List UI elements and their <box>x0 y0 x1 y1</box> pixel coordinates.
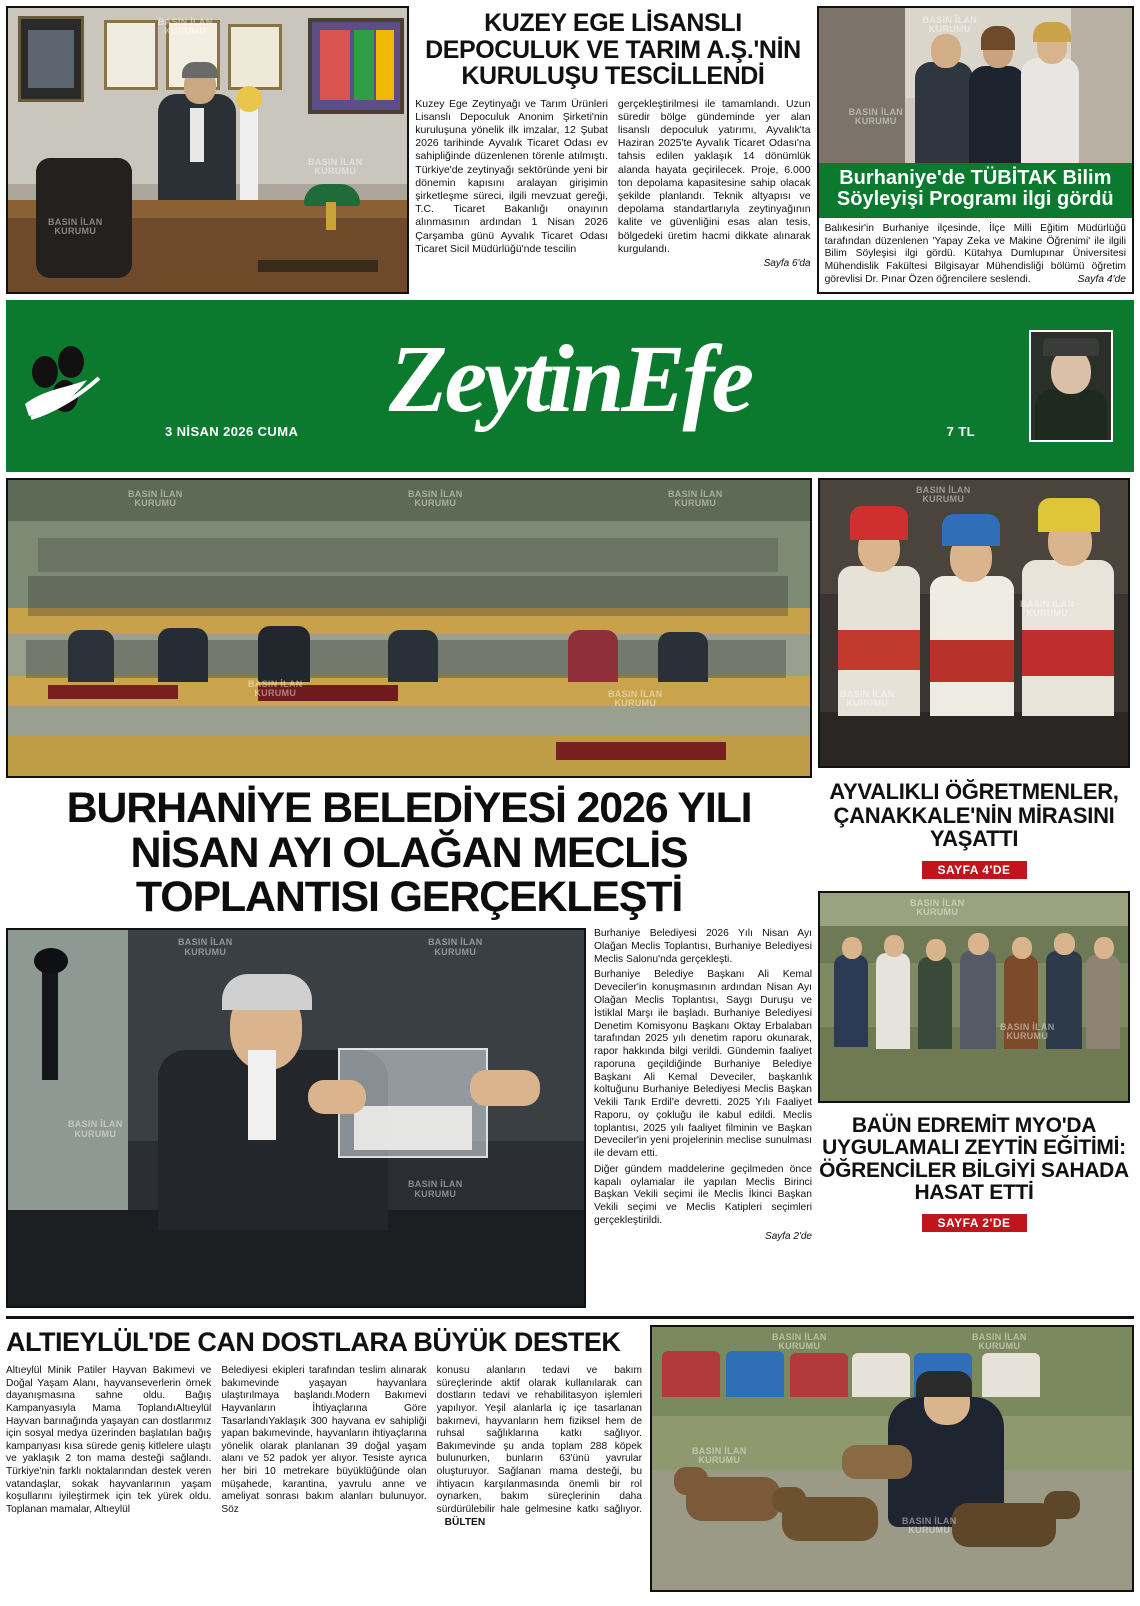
top-row <box>6 6 1134 294</box>
halk-oyunlari-gosterisi-photo: BASIN İLAN KURUMU BASIN İLAN KURUMU BASIN İLAN KURUMU <box>818 478 1130 768</box>
masthead-price: 7 TL <box>946 424 975 440</box>
main-headline: BURHANİYE BELEDİYESİ 2026 YILI NİSAN AYI OLAĞAN MECLİS TOPLANTISI GERÇEKLEŞTİ <box>66 784 752 922</box>
main-article-text <box>594 928 812 1308</box>
main-paragraph-1: Burhaniye Belediyesi 2026 Yılı Nisan Ayı Olağan Meclis Toplantısı, Burhaniye Belediyesi Meclis Salonu'nda gerçekleşti. <box>594 928 812 965</box>
right-item-1-title: AYVALIKLI ÖĞRETMENLER, ÇANAKKALE'NİN MİRASINI YAŞATTI <box>829 779 1119 852</box>
main-paragraph-3: Diğer gündem maddelerine geçilmeden önce kapalı oylamalar ile yapılan Meclis Birinci Başkan Vekili seçimi ile Meclis İkinci Başkan Vekili seçimi ve Meclis Katipleri seçimleri gerçekleştirildi. <box>594 1163 812 1226</box>
bottom-col3: konusu alanların tedavi ve bakım süreçlerinde aktif olarak kullanılarak can dostların tedavi ve rehabilitasyon işlemleri yapılıyor. Yeşil alanlarla iç içe tasarlanan bakımevi, hayvanların hem fiziksel hem de ruhsal sağlıklarına katkı sağlıyor. Bakımevinde şu anda toplam 288 köpek bulunurken, bunların 63'ünü yavrular oluşturuyor. Sağlanan mama desteği, bu ihtiyacın karşılanmasında önemli bir rol oynarken, bakım süreçlerinin daha sürdürülebilir hale gelmesine katkı sağlıyor. <box>436 1365 642 1516</box>
top-right-body: Balıkesir'in Burhaniye ilçesinde, İlçe Milli Eğitim Müdürlüğü tarafından düzenlenen 'Yapay Zeka ve Makine Öğrenimi' ile ilgili Bilim Söyleşisi ilgi gördü. Kütahya Dumlupınar Üniversitesi Mühendislik Fakültesi Bilgisayar Mühendisliği bölümü öğretim görevlisi Dr. Pınar Özen öğrencilere seslendi. <box>824 222 1126 286</box>
top-article-page-ref: Sayfa 6'da <box>763 258 811 270</box>
top-article-col1: Kuzey Ege Zeytinyağı ve Tarım Ürünleri Lisanslı Depoculuk Anonim Şirketi'nin kuruluşuna yönelik ilk imzalar, 12 Şubat 2026 tarihinde Ayvalık Ticaret Odası ev sahipliğinde düzenlenen törenle atılmıştı. Türkiye'de zeytinyağı sektöründe yeni bir dönemin kapısını aralayan girişimin şirketleşme süreci, ilgili mevzuat gereği, T.C. Ticaret Bakanlığı onayının alınmasının ardından 1 Nisan 2026 Çarşamba günü Ayvalık Ticaret Odası Ticaret Sicil Müdürlüğü'nde tescilin <box>415 97 608 255</box>
bottom-section <box>6 1316 1134 1592</box>
top-article <box>415 6 810 294</box>
main-paragraph-2: Burhaniye Belediye Başkanı Ali Kemal Deveciler'in konuşmasının ardından Nisan Ayı Olağan Meclis Toplantısı, Saygı Duruşu ve İstiklal Marşı ile başladı. Burhaniye Belediyesi Denetim Komisyonu Başkanı Oktay Erbalaban tarafından 2025 yılı denetim raporu okunarak, rapor hakkında bilgi verildi. Gündemin faaliyet raporuna geçildiğinde Burhaniye Belediye Başkanı Ali Kemal Deveciler, başkanlık koltuğunu Burhaniye Belediyesi Meclis Başkan Vekili Tarık Erdil'e devretti. 2025 Yılı Faaliyet Raporu, oy çokluğu ile kabul edildi. Meclis toplantısı, 2025 yılı faaliyet filminin ve Başkan Deveciler'in yeni projelerinin meclise sunulması ile devam etti. <box>594 969 812 1160</box>
tubitak-bilim-soylesisi-photo: BASIN İLAN KURUMU BASIN İLAN KURUMU <box>819 8 1132 163</box>
newspaper-title: ZeytinEfe <box>388 324 752 432</box>
bottom-col1: Altıeylül Minik Patiler Hayvan Bakımevi ve Doğal Yaşam Alanı, hayvanseverlerin örnek dayanışmasına sahne oldu. Bağış Kampanyasıyla Mama ToplandıAltıeylül Hayvan barınağında yaşayan can dostlarımız için sosyal medya üzerinden başlatılan bağış kampanyası kısa sürede geniş kitlelere ulaştı ve yaklaşık 2 ton mama desteği sağlandı. Türkiye'nin farklı noktalarından destek veren vatandaşlar, sokak hayvanlarının yaşam koşullarını iyileştirmek için tek yürek oldu. Toplanan mamalar, Altıeylül <box>6 1365 212 1516</box>
meclis-salonu-oylama-photo: BASIN İLAN KURUMU BASIN İLAN KURUMU BASIN İLAN KURUMU BASIN İLAN KURUMU BASIN İLAN KURUMU <box>6 478 812 778</box>
baskan-kura-cekimi-photo: BASIN İLAN KURUMU BASIN İLAN KURUMU BASIN İLAN KURUMU BASIN İLAN KURUMU <box>6 928 586 1308</box>
top-right-page-ref: Sayfa 4'de <box>1077 274 1126 286</box>
masthead-date: 3 NİSAN 2026 CUMA <box>165 424 299 440</box>
hayvan-bakimevi-photo: BASIN İLAN KURUMU BASIN İLAN KURUMU BASIN İLAN KURUMU BASIN İLAN KURUMU <box>650 1325 1134 1592</box>
main-section <box>6 478 1134 1308</box>
main-page-ref: Sayfa 2'de <box>765 1230 812 1242</box>
zeytin-hasat-egitimi-photo: BASIN İLAN KURUMU BASIN İLAN KURUMU <box>818 891 1130 1103</box>
right-item-2-title: BAÜN EDREMİT MYO'DA UYGULAMALI ZEYTİN EĞİTİMİ: ÖĞRENCİLER BİLGİYİ SAHADA HASAT ETTİ <box>819 1113 1129 1204</box>
right-item-1-badge: SAYFA 4'DE <box>922 861 1027 879</box>
ataturk-portrait-icon <box>1029 330 1113 442</box>
bottom-title: ALTIEYLÜL'DE CAN DOSTLARA BÜYÜK DESTEK <box>6 1327 621 1357</box>
bottom-col2: Belediyesi ekipleri tarafından teslim alınarak bakımevinde yaşayan hayvanlara ulaştırılmaya başlandı.Modern Bakımevi Hayvanların İhtiyaçlarına Göre TasarlandıYaklaşık 300 hayvana ev sahipliği yapan bakımevinde, hayvanların ihtiyaçlarına yönelik olarak planlanan 39 doğal yaşam alanı ve 52 padok yer alıyor. Tesiste ayrıca her biri 10 metrekare büyüklüğünde olan müşahede, karantina, yavrulu anne ve ameliyat sonrası bakım alanları bulunuyor. Söz <box>221 1365 427 1516</box>
olive-branch-logo <box>9 338 129 434</box>
right-item-2-badge: SAYFA 2'DE <box>922 1214 1027 1232</box>
bottom-source: BÜLTEN <box>444 1516 486 1528</box>
masthead <box>6 300 1134 472</box>
top-article-col2: gerçekleştirilmesi ile tamamlandı. Uzun süredir bölge gündeminde yer alan lisanslı depoculuk yatırımı, Ayvalık'ta Haziran 2025'te Ayvalık Ticaret Odası'na tahsis edilen yaklaşık 14 dönümlük alanda hayata geçirilecek. Proje, 6.000 ton depolama kapasitesine sahip olacak şekilde planlandı. Teknik altyapısı ve depolama standartlarıyla zeytinyağının kalite ve güvenliğini esas alan tesis, bölgedeki üretim hacmi dikkate alınarak kurgulandı. <box>617 97 811 255</box>
ayvalik-ticaret-odasi-photo: BASIN İLAN KURUMU BASIN İLAN KURUMU BASIN İLAN KURUMU <box>6 6 409 294</box>
top-right-article <box>817 6 1134 294</box>
olive-branch-icon <box>21 338 117 434</box>
right-column <box>818 478 1130 1308</box>
top-article-headline: KUZEY EGE LİSANSLI DEPOCULUK VE TARIM A.Ş.'NİN KURULUŞU TESCİLLENDİ <box>425 9 801 90</box>
top-right-title: Burhaniye'de TÜBİTAK Bilim Söyleyişi Programı ilgi gördü <box>819 163 1132 218</box>
